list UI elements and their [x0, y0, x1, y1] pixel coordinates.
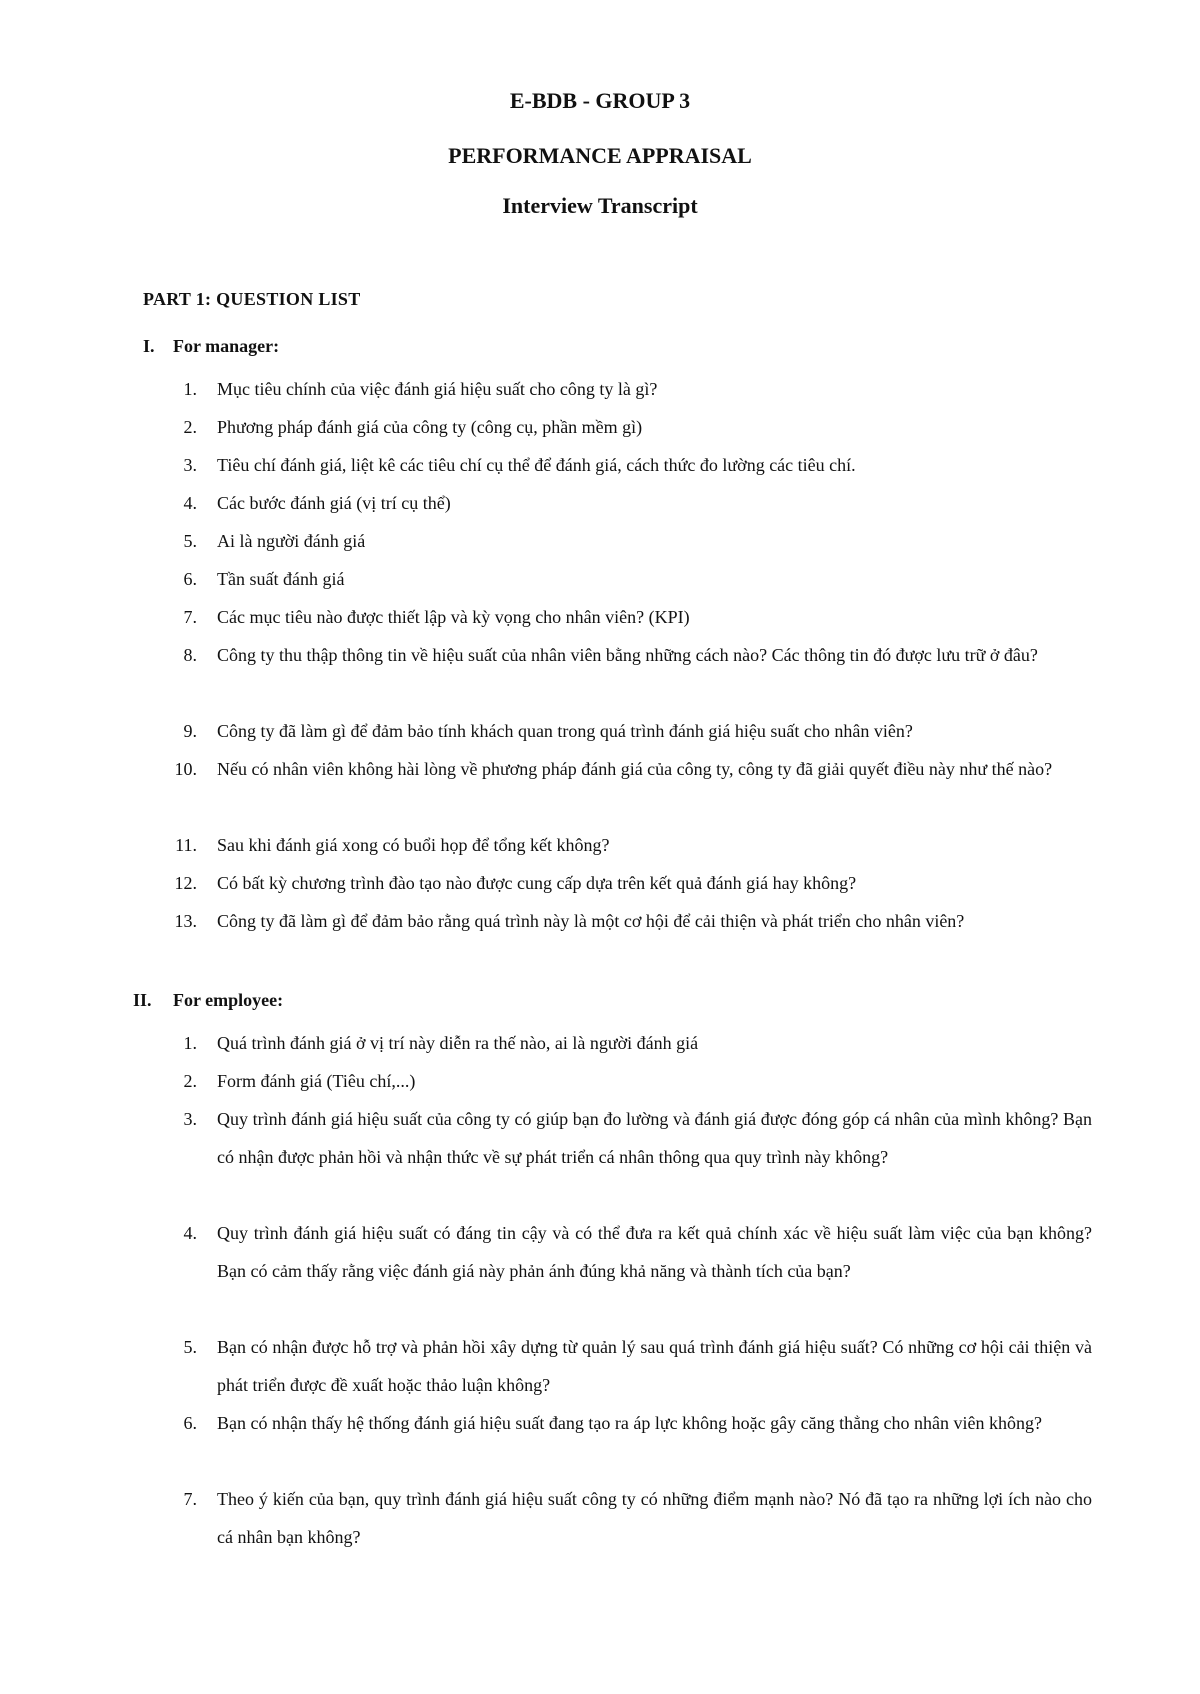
- item-number: 10.: [174, 759, 197, 779]
- section-number: II.: [133, 990, 152, 1010]
- item-text: Bạn có nhận được hỗ trợ và phản hồi xây dựng từ quản lý sau quá trình đánh giá hiệu suất? Có những cơ hội cải thiện và phát triển được đề xuất hoặc thảo luận không?: [217, 1337, 1092, 1395]
- item-number: 3.: [183, 1109, 197, 1129]
- item-number: 4.: [183, 493, 197, 513]
- section-heading-manager: [143, 336, 279, 357]
- item-number: 12.: [174, 873, 197, 893]
- item-number: 7.: [183, 607, 197, 627]
- item-text: Công ty đã làm gì để đảm bảo rằng quá trình này là một cơ hội để cải thiện và phát triển cho nhân viên?: [217, 911, 965, 931]
- item-number: 4.: [183, 1223, 197, 1243]
- item-text: Quy trình đánh giá hiệu suất của công ty có giúp bạn đo lường và đánh giá được đóng góp cá nhân của mình không? Bạn có nhận được phản hồi và nhận thức về sự phát triển cá nhân thông qua quy trình này không?: [217, 1109, 1092, 1167]
- section-label: For manager:: [173, 336, 280, 356]
- section-number: I.: [143, 336, 155, 356]
- item-number: 9.: [183, 721, 197, 741]
- item-text: Quy trình đánh giá hiệu suất có đáng tin cậy và có thể đưa ra kết quả chính xác về hiệu suất làm việc của bạn không? Bạn có cảm thấy rằng việc đánh giá này phản ánh đúng khả năng và thành tích của bạn?: [217, 1223, 1092, 1281]
- item-text: Bạn có nhận thấy hệ thống đánh giá hiệu suất đang tạo ra áp lực không hoặc gây căng thẳng cho nhân viên không?: [217, 1413, 1043, 1433]
- item-number: 2.: [183, 1071, 197, 1091]
- item-number: 6.: [183, 1413, 197, 1433]
- item-number: 5.: [183, 1337, 197, 1357]
- item-text: Các mục tiêu nào được thiết lập và kỳ vọng cho nhân viên? (KPI): [217, 607, 690, 627]
- item-number: 6.: [183, 569, 197, 589]
- item-text: Tần suất đánh giá: [217, 569, 345, 589]
- item-number: 11.: [175, 835, 197, 855]
- item-text: Tiêu chí đánh giá, liệt kê các tiêu chí cụ thể để đánh giá, cách thức đo lường các tiêu chí.: [217, 455, 856, 475]
- item-text: Các bước đánh giá (vị trí cụ thể): [217, 493, 451, 513]
- section-heading-employee: [133, 990, 283, 1011]
- item-number: 1.: [183, 1033, 197, 1053]
- item-text: Ai là người đánh giá: [217, 531, 366, 551]
- group-title: E-BDB - GROUP 3: [509, 88, 691, 113]
- item-text: Công ty thu thập thông tin về hiệu suất của nhân viên bằng những cách nào? Các thông tin đó được lưu trữ ở đâu?: [217, 645, 1038, 665]
- item-text: Sau khi đánh giá xong có buổi họp để tổng kết không?: [217, 835, 610, 855]
- document-subtitle: Interview Transcript: [502, 193, 698, 218]
- item-text: Quá trình đánh giá ở vị trí này diễn ra thế nào, ai là người đánh giá: [217, 1033, 699, 1053]
- part-heading: PART 1: QUESTION LIST: [143, 289, 361, 309]
- item-number: 8.: [183, 645, 197, 665]
- item-number: 3.: [183, 455, 197, 475]
- item-number: 13.: [174, 911, 197, 931]
- item-text: Có bất kỳ chương trình đào tạo nào được cung cấp dựa trên kết quả đánh giá hay không?: [217, 873, 857, 893]
- item-text: Form đánh giá (Tiêu chí,...): [217, 1071, 416, 1091]
- item-number: 7.: [183, 1489, 197, 1509]
- section-label: For employee:: [173, 990, 284, 1010]
- item-text: Công ty đã làm gì để đảm bảo tính khách quan trong quá trình đánh giá hiệu suất cho nhân viên?: [217, 721, 913, 741]
- item-text: Theo ý kiến của bạn, quy trình đánh giá hiệu suất công ty có những điểm mạnh nào? Nó đã tạo ra những lợi ích nào cho cá nhân bạn không?: [217, 1489, 1092, 1547]
- document-title: PERFORMANCE APPRAISAL: [448, 143, 752, 168]
- item-text: Nếu có nhân viên không hài lòng về phương pháp đánh giá của công ty, công ty đã giải quyết điều này như thế nào?: [217, 759, 1053, 779]
- item-text: Phương pháp đánh giá của công ty (công cụ, phần mềm gì): [217, 417, 643, 437]
- item-text: Mục tiêu chính của việc đánh giá hiệu suất cho công ty là gì?: [217, 379, 658, 399]
- item-number: 5.: [183, 531, 197, 551]
- item-number: 1.: [183, 379, 197, 399]
- item-number: 2.: [183, 417, 197, 437]
